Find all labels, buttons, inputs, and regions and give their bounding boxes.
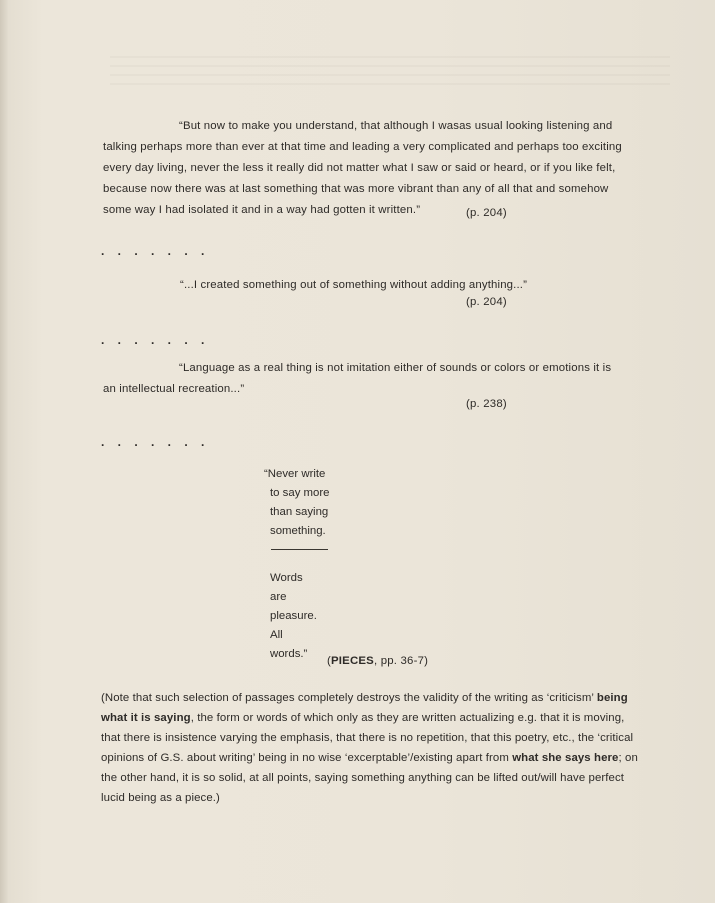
poem-divider (271, 549, 328, 550)
note-bold-1: being what it is saying (101, 692, 628, 724)
poem-stanza-1 (264, 465, 330, 541)
quote-3-citation: (p. 238) (466, 398, 507, 410)
poem-stanza-2 (270, 569, 317, 664)
quote-2: “...I created something out of something without adding anything...” (180, 279, 528, 291)
separator-1: . . . . . . . (101, 244, 210, 258)
quote-3-text: “Language as a real thing is not imitation either of sounds or colors or emotions it is an intellectual recreation...” (103, 362, 612, 395)
quote-3 (103, 358, 623, 400)
separator-3: . . . . . . . (101, 435, 210, 449)
poem-line: to say more (270, 487, 330, 499)
poem-line: All (270, 629, 283, 641)
poem-line: Words (270, 572, 303, 584)
poem-line: words.” (270, 648, 308, 660)
note-part-1: (Note that such selection of passages completely destroys the validity of the writing as ‘criticism’ (101, 692, 597, 704)
poem-citation-title: PIECES (331, 655, 374, 667)
editorial-note (101, 688, 641, 808)
poem-citation-pages: , pp. 36-7) (373, 655, 429, 667)
quote-1-citation: (p. 204) (466, 207, 507, 219)
separator-2: . . . . . . . (101, 333, 210, 347)
note-bold-2: what she says here (512, 752, 619, 764)
poem-line: pleasure. (270, 610, 317, 622)
poem-line: “Never write (264, 468, 326, 480)
quote-2-citation: (p. 204) (466, 296, 507, 308)
poem-citation: (PIECES, pp. 36-7) (327, 655, 429, 667)
poem-line: something. (270, 525, 326, 537)
quote-1-text: “But now to make you understand, that although I wasas usual looking listening and talking perhaps more than ever at that time and leading a very complicated and perhaps too exciting every day living, never the less it really did not matter what I saw or said or heard, or if you like felt, because now there was at last something that was more vibrant than any of all that and somehow some way I had isolated it and in a way had gotten it written.” (103, 120, 622, 216)
note-part-3: ; on the other hand, it is so solid, at all points, saying something anything can be lifted out/will have perfect lucid being as a piece.) (101, 752, 638, 804)
poem-line: are (270, 591, 287, 603)
show-through-text (110, 56, 670, 86)
page-left-edge (0, 0, 8, 903)
note-part-2: , the form or words of which only as they are written actualizing e.g. that it is moving, that there is insistence varying the emphasis, that there is no repetition, that this poetry, etc., the ‘critical opinions of G.S. about writing’ being in no wise ‘excerptable’/existing apart from (101, 712, 634, 764)
quote-1 (103, 116, 623, 221)
poem-line: than saying (270, 506, 329, 518)
